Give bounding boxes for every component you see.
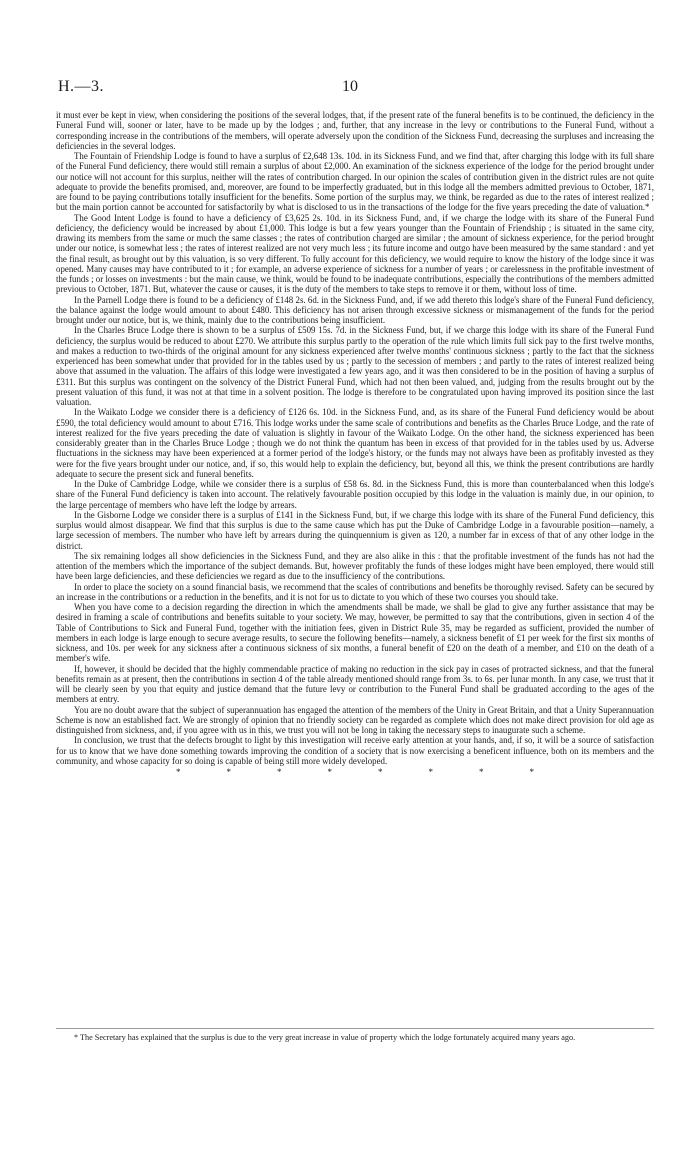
report-body xyxy=(56,110,654,777)
omission-mark: * xyxy=(378,767,383,777)
paragraph-parnell: In the Parnell Lodge there is found to be a deficiency of £148 2s. 6d. in the Sickness Fund, and, if we add thereto this lodge's share of the Funeral Fund deficiency, the balance against the lodge would amount to about £480. This deficiency has not arisen through excessive sickness or mismanagement of the funds for the period brought under our notice, but is, we think, mainly due to the contributions being insufficient. xyxy=(56,294,654,325)
omission-mark: * xyxy=(479,767,484,777)
footnote-divider xyxy=(56,1028,654,1029)
paragraph-waikato: In the Waikato Lodge we consider there is a deficiency of £126 6s. 10d. in the Sickness Fund, and, as its share of the Funeral Fund deficiency would be about £590, the total deficiency would amount to about £716. This lodge works under the same scale of contributions and benefits as the Charles Bruce Lodge, and the rate of interest realized for the five years preceding the date of valuation is slightly in favour of the Waikato Lodge. On the other hand, the sickness experienced has been considerably greater than in the Charles Bruce Lodge ; though we do not think the quantum has been in excess of that provided for in the tables used by us. Adverse fluctuations in the sickness may have been experienced at a former period of the lodge's history, or the funds may not always have been as profitably invested as they were for the five years brought under our notice, and, if so, this would help to explain the deficiency, but, beyond all this, we think the present contributions are hardly adequate to secure the present sick and funeral benefits. xyxy=(56,407,654,479)
paragraph-amendments: When you have come to a decision regarding the direction in which the amendments shall be made, we shall be glad to give any further assistance that may be desired in framing a scale of contributions and benefits suitable to your society. We may, however, be permitted to say that the contributions, given in section 4 of the Table of Contributions to Sick and Funeral Fund, together with the initiation fees, given in District Rule 35, may be regarded as sufficient, provided the number of members in each lodge is large enough to secure average results, to secure the following benefits—namely, a sickness benefit of £1 per week for the first six months of sickness, and 10s. per week for any sickness after a continuous sickness of six months, a funeral benefit of £20 on the death of a member, and £10 on the death of a member's wife. xyxy=(56,602,654,664)
paragraph-continuation: it must ever be kept in view, when considering the positions of the several lodges, that, if the present rate of the funeral benefits is to be continued, the deficiency in the Funeral Fund will, sooner or later, have to be made up by the lodges ; and, further, that any increase in the levy or contributions to the Funeral Fund, without a corresponding increase in the contributions of the members, will operate adversely upon the condition of the Sickness Fund, decreasing the surpluses and increasing the deficiencies in the several lodges. xyxy=(56,110,654,151)
paragraph-good-intent: The Good Intent Lodge is found to have a deficiency of £3,625 2s. 10d. in its Sickness Fund, and, if we charge the lodge with its share of the Funeral Fund deficiency, the deficiency would be increased by about £1,000. This lodge is but a few years younger than the Fountain of Friendship ; is situated in the same city, drawing its members from the same or much the same classes ; the rates of contribution charged are similar ; the amount of sickness experience, for the period brought under our notice, is somewhat less ; the rates of interest realized are not very much less ; its future income and outgo have been measured by the same standard : and yet the final result, as brought out by this valuation, is so very different. To fully account for this deficiency, we would require to know the history of the lodge since it was opened. Many causes may have contributed to it ; for example, an adverse experience of sickness for a number of years ; or carelessness in the profitable investment of the funds ; or losses on investments : but the main cause, we think, would be found to be inadequate contributions, especially the contributions of the members admitted previous to October, 1871. But, whatever the cause or causes, it is the duty of the members to take steps to remove it or them, without loss of time. xyxy=(56,212,654,295)
page-header xyxy=(58,78,654,100)
omission-mark: * xyxy=(176,767,181,777)
omission-mark: * xyxy=(277,767,282,777)
paragraph-gisborne: In the Gisborne Lodge we consider there is a surplus of £141 in the Sickness Fund, but, if we charge this lodge with its share of the Funeral Fund deficiency, this surplus would almost disappear. We find that this surplus is due to the same cause which has put the Duke of Cambridge Lodge in a favourable position—namely, a large secession of members. The number who have left by arrears during the quinquennium is given as 120, a number far in excess of that of any other lodge in the district. xyxy=(56,509,654,551)
omission-marks xyxy=(56,767,654,777)
page-number: 10 xyxy=(342,78,358,95)
paragraph-remaining-lodges: The six remaining lodges all show deficiencies in the Sickness Fund, and they are also alike in this : that the profitable investment of the funds has not had the attention of the members which the importance of the subject demands. But, however profitably the funds of these lodges might have been employed, there would still have been large deficiencies, and these deficiencies we regard as due to the insufficiency of the contributions. xyxy=(56,550,654,582)
paragraph-duke-of-cambridge: In the Duke of Cambridge Lodge, while we consider there is a surplus of £58 6s. 8d. in the Sickness Fund, this is more than counterbalanced when this lodge's share of the Funeral Fund deficiency is taken into account. The relatively favourable position occupied by this lodge in the valuation is mainly due, in our opinion, to the large percentage of members who have left the lodge by arrears. xyxy=(56,479,654,510)
paragraph-superannuation: You are no doubt aware that the subject of superannuation has engaged the attention of the members of the Unity in Great Britain, and that a Unity Superannuation Scheme is now an established fact. We are strongly of opinion that no friendly society can be regarded as complete which does not make direct provision for old age as distinguished from sickness, and, if you agree with us in this, we trust you will not be long in taking the necessary steps to inaugurate such a scheme. xyxy=(56,704,654,735)
paragraph-fountain-of-friendship: The Fountain of Friendship Lodge is found to have a surplus of £2,648 13s. 10d. in its Sickness Fund, and we find that, after charging this lodge with its full share of the Funeral Fund deficiency, there would still remain a surplus of about £2,000. An examination of the sickness experience of the lodge for the period brought under our notice will not account for this surplus, neither will the rates of contribution charged. In our opinion the scales of contribution given in the district rules are not quite adequate to provide the benefits promised, and, moreover, are found to be imperfectly graduated, but in this lodge all the members admitted previous to October, 1871, are found to be paying contributions totally insufficient for the benefits. Some portion of the surplus may, we think, be regarded as due to the rates of interest realized ; but the main portion cannot be accounted for satisfactorily by what is disclosed to us in the transactions of the lodge for the five years preceding the date of valuation.* xyxy=(56,151,654,213)
omission-mark: * xyxy=(327,767,332,777)
omission-mark: * xyxy=(529,767,534,777)
paragraph-conclusion: In conclusion, we trust that the defects brought to light by this investigation will receive early attention at your hands, and, if so, it will be a source of satisfaction for us to know that we have done something towards improving the condition of a society that is now exercising a beneficent influence, both on its members and the community, and whose capacity for so doing is capable of being still more widely developed. xyxy=(56,735,654,766)
paragraph-sick-pay: If, however, it should be decided that the highly commendable practice of making no reduction in the sick pay in cases of protracted sickness, and that the funeral benefits remain as at present, then the contributions in section 4 of the table already mentioned should range from 3s. to 6s. per lunar month. In any case, we trust that it will be clearly seen by you that equity and justice demand that the future levy or contribution to the Funeral Fund shall be graduated according to the ages of the members at entry. xyxy=(56,663,654,705)
omission-mark: * xyxy=(428,767,433,777)
footnote: * The Secretary has explained that the surplus is due to the very great increase in value of property which the lodge fortunately acquired many years ago. xyxy=(74,1033,576,1042)
omission-mark: * xyxy=(226,767,231,777)
parliamentary-paper-reference: H.—3. xyxy=(58,78,105,95)
paragraph-recommendation: In order to place the society on a sound financial basis, we recommend that the scales of contributions and benefits be thoroughly revised. Safety can be secured by an increase in the contributions or a reduction in the benefits, and it is not for us to dictate to you which of these two courses you should take. xyxy=(56,581,654,602)
paragraph-charles-bruce: In the Charles Bruce Lodge there is shown to be a surplus of £509 15s. 7d. in the Sickness Fund, but, if we charge this lodge with its share of the Funeral Fund deficiency, the surplus would be reduced to about £270. We attribute this surplus partly to the operation of the rule which limits full sick pay to the first twelve months, and makes a reduction to two-thirds of the original amount for any sickness experienced after twelve months' continuous sickness ; partly to the fact that the sickness experienced has been somewhat under that provided for in the tables used by us ; partly to the secession of members ; and partly to the rates of interest realized being above that assumed in the valuation. The affairs of this lodge were investigated a few years ago, and it was then considered to be in the position of having a surplus of £311. But this surplus was contingent on the solvency of the District Funeral Fund, which had not then been valued, and, judging from the results brought out by the present valuation of this fund, it was not at that time in a solvent position. The lodge is therefore to be congratulated upon having improved its position since the last valuation. xyxy=(56,325,654,407)
